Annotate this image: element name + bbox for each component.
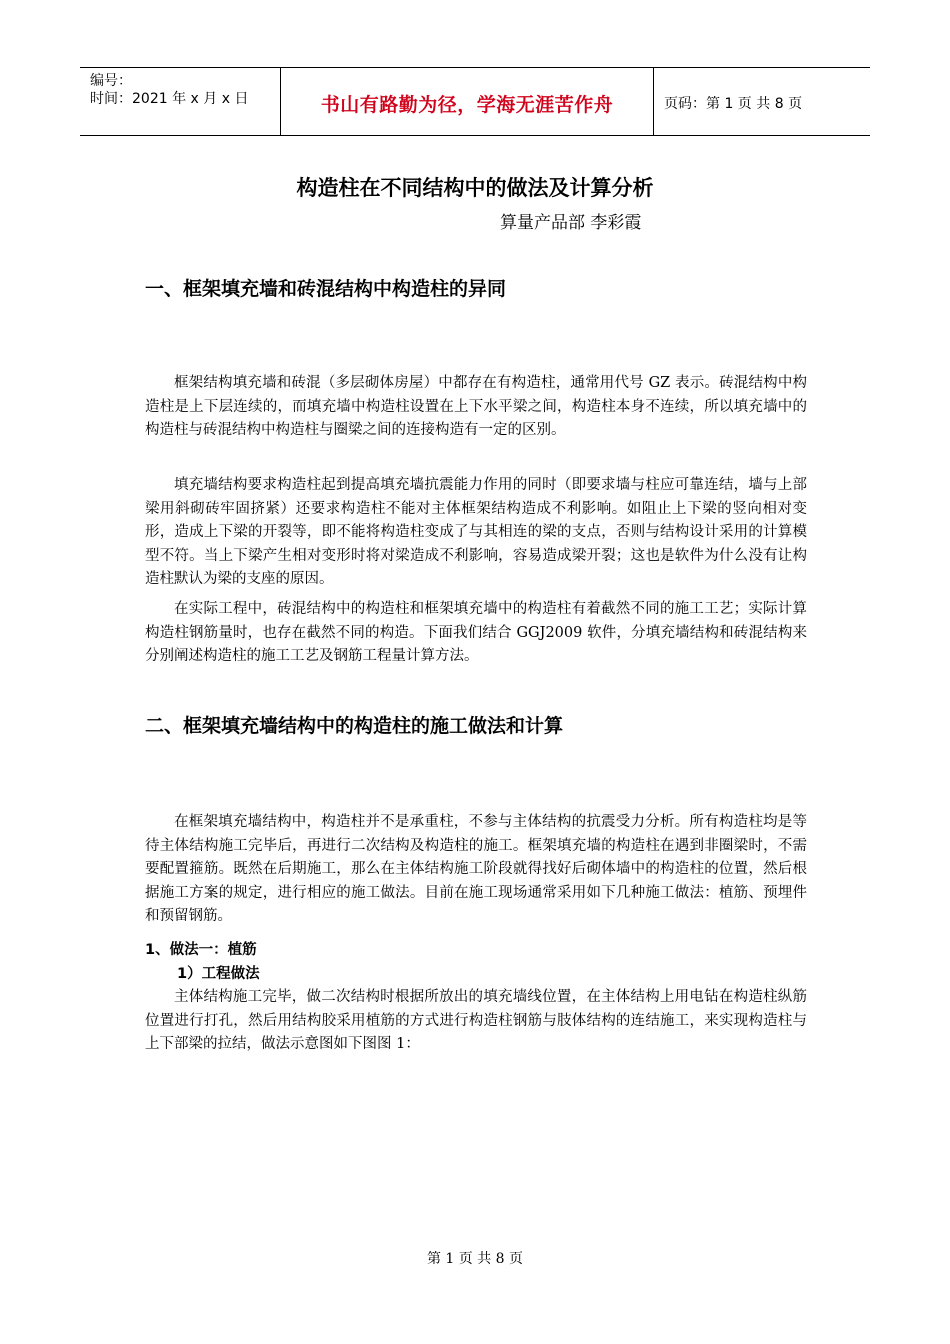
body-paragraph: 在实际工程中，砖混结构中的构造柱和框架填充墙中的构造柱有着截然不同的施工工艺；实际计算构造柱钢筋量时，也存在截然不同的构造。下面我们结合 GGJ2009 软件，分填充墙结构和砖混结构来分别阐述构造柱的施工工艺及钢筋工程量计算方法。 [145, 601, 807, 664]
header-motto: 书山有路勤为径，学海无涯苦作舟 [320, 94, 614, 116]
header-meta [90, 72, 248, 108]
method-heading: 1、做法一：植筋 [145, 942, 257, 958]
body-paragraph: 填充墙结构要求构造柱起到提高填充墙抗震能力作用的同时（即要求墙与柱应可靠连结，墙与上部梁用斜砌砖牢固挤紧）还要求构造柱不能对主体框架结构造成不利影响。如阻止上下梁的竖向相对变形，造成上下梁的开裂等，即不能将构造柱变成了与其相连的梁的支点，否则与结构设计采用的计算模型不符。当上下梁产生相对变形时将对梁造成不利影响，容易造成梁开裂；这也是软件为什么没有让构造柱默认为梁的支座的原因。 [145, 477, 807, 587]
page-footer: 第 1 页 共 8 页 [426, 1251, 524, 1267]
header-divider [653, 68, 654, 135]
body-paragraph: 框架结构填充墙和砖混（多层砌体房屋）中都存在有构造柱，通常用代号 GZ 表示。砖混结构中构造柱是上下层连续的，而填充墙中构造柱设置在上下水平梁之间，构造柱本身不连续，所以填充墙中的构造柱与砖混结构中构造柱与圈梁之间的连接构造有一定的区别。 [145, 375, 807, 438]
number-label: 编号： [90, 73, 132, 89]
document-header [80, 67, 870, 136]
section-heading: 二、框架填充墙结构中的构造柱的施工做法和计算 [145, 715, 564, 737]
body-paragraph: 在框架填充墙结构中，构造柱并不是承重柱，不参与主体结构的抗震受力分析。所有构造柱均是等待主体结构施工完毕后，再进行二次结构及构造柱的施工。框架填充墙的构造柱在遇到非圈梁时，不需要配置箍筋。既然在后期施工，那么在主体结构施工阶段就得找好后砌体墙中的构造柱的位置，然后根据施工方案的规定，进行相应的施工做法。目前在施工现场通常采用如下几种施工做法：植筋、预埋件和预留钢筋。 [145, 814, 807, 924]
time-label: 时间：2021 年 x 月 x 日 [90, 91, 249, 107]
method-subheading: 1）工程做法 [177, 966, 260, 982]
document-author: 算量产品部 李彩霞 [500, 213, 642, 233]
header-page-info: 页码：第 1 页 共 8 页 [664, 96, 803, 112]
document-title: 构造柱在不同结构中的做法及计算分析 [296, 176, 654, 200]
section-heading: 一、框架填充墙和砖混结构中构造柱的异同 [145, 278, 507, 300]
body-paragraph: 主体结构施工完毕，做二次结构时根据所放出的填充墙线位置，在主体结构上用电钻在构造柱纵筋位置进行打孔，然后用结构胶采用植筋的方式进行构造柱钢筋与肢体结构的连结施工，来实现构造柱与上下部梁的拉结，做法示意图如下图图 1： [145, 989, 807, 1052]
